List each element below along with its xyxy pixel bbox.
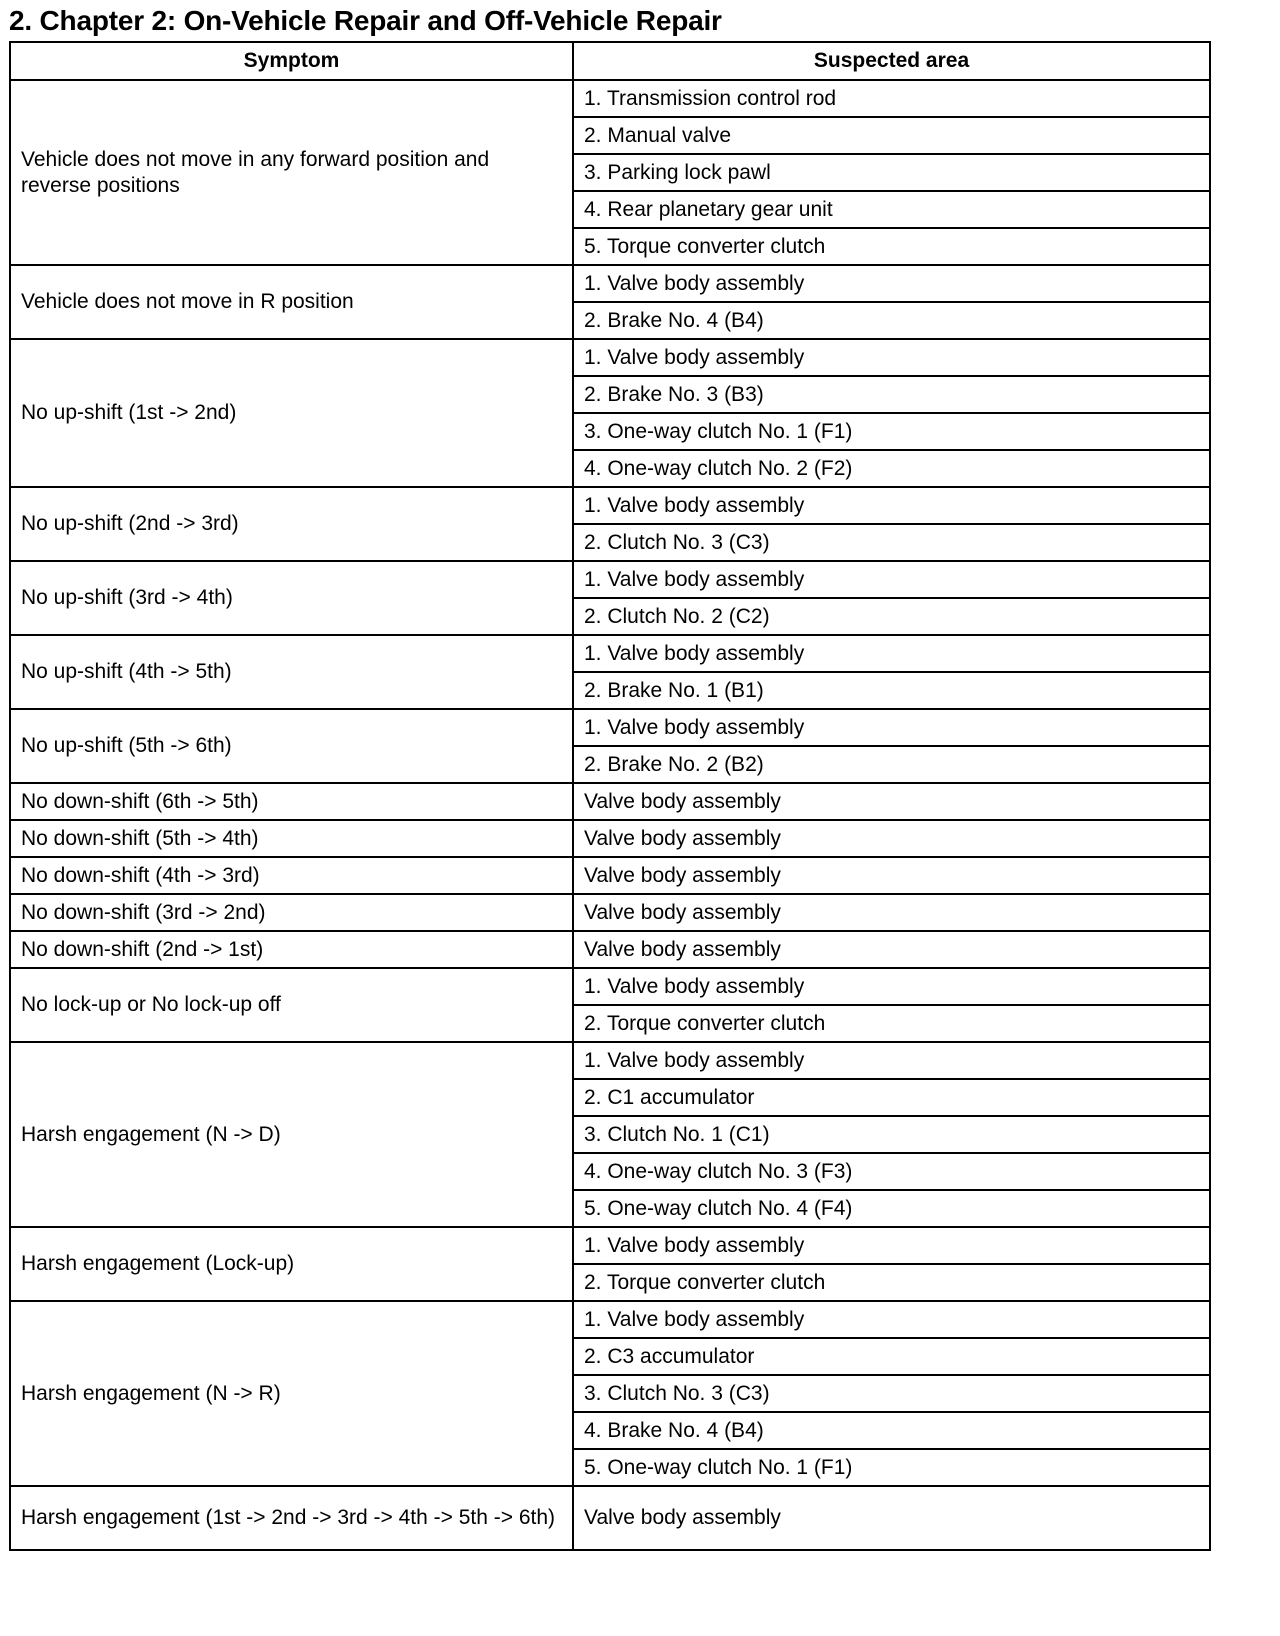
symptom-cell: No lock-up or No lock-up off: [10, 968, 573, 1042]
suspected-area-cell: 4. Rear planetary gear unit: [573, 191, 1210, 228]
table-row: [10, 265, 1210, 302]
suspected-area-cell: 2. C1 accumulator: [573, 1079, 1210, 1116]
table-row: [10, 894, 1210, 931]
suspected-area-cell: Valve body assembly: [573, 1486, 1210, 1550]
symptom-cell: No up-shift (1st -> 2nd): [10, 339, 573, 487]
symptom-table: [9, 41, 1211, 1551]
suspected-area-cell: 2. C3 accumulator: [573, 1338, 1210, 1375]
suspected-area-cell: 3. Clutch No. 1 (C1): [573, 1116, 1210, 1153]
suspected-area-cell: 2. Brake No. 2 (B2): [573, 746, 1210, 783]
suspected-area-cell: 1. Valve body assembly: [573, 1042, 1210, 1079]
symptom-cell: Harsh engagement (1st -> 2nd -> 3rd -> 4th -> 5th -> 6th): [10, 1486, 573, 1550]
suspected-area-cell: Valve body assembly: [573, 857, 1210, 894]
table-row: [10, 339, 1210, 376]
symptom-cell: No down-shift (3rd -> 2nd): [10, 894, 573, 931]
suspected-area-cell: 3. Clutch No. 3 (C3): [573, 1375, 1210, 1412]
table-row: [10, 80, 1210, 117]
table-row: [10, 968, 1210, 1005]
page-title: 2. Chapter 2: On-Vehicle Repair and Off-Vehicle Repair: [9, 5, 722, 36]
suspected-area-cell: 4. One-way clutch No. 2 (F2): [573, 450, 1210, 487]
symptom-cell: Harsh engagement (N -> D): [10, 1042, 573, 1227]
suspected-area-cell: 2. Torque converter clutch: [573, 1264, 1210, 1301]
symptom-cell: Harsh engagement (N -> R): [10, 1301, 573, 1486]
suspected-area-cell: Valve body assembly: [573, 783, 1210, 820]
table-row: [10, 820, 1210, 857]
suspected-area-cell: 4. Brake No. 4 (B4): [573, 1412, 1210, 1449]
suspected-area-column-header: Suspected area: [573, 42, 1210, 80]
suspected-area-cell: 1. Valve body assembly: [573, 1301, 1210, 1338]
suspected-area-cell: 2. Brake No. 3 (B3): [573, 376, 1210, 413]
table-header-row: [10, 42, 1210, 80]
suspected-area-cell: 2. Clutch No. 3 (C3): [573, 524, 1210, 561]
symptom-cell: No down-shift (2nd -> 1st): [10, 931, 573, 968]
symptom-cell: Vehicle does not move in R position: [10, 265, 573, 339]
suspected-area-cell: 1. Valve body assembly: [573, 561, 1210, 598]
table-row: [10, 783, 1210, 820]
table-row: [10, 635, 1210, 672]
table-row: [10, 1042, 1210, 1079]
suspected-area-cell: 1. Valve body assembly: [573, 709, 1210, 746]
symptom-cell: Harsh engagement (Lock-up): [10, 1227, 573, 1301]
suspected-area-cell: 1. Valve body assembly: [573, 1227, 1210, 1264]
suspected-area-cell: 2. Brake No. 4 (B4): [573, 302, 1210, 339]
suspected-area-cell: 5. Torque converter clutch: [573, 228, 1210, 265]
symptom-cell: No up-shift (4th -> 5th): [10, 635, 573, 709]
table-row: [10, 709, 1210, 746]
symptom-cell: No down-shift (5th -> 4th): [10, 820, 573, 857]
symptom-cell: No up-shift (2nd -> 3rd): [10, 487, 573, 561]
suspected-area-cell: 2. Clutch No. 2 (C2): [573, 598, 1210, 635]
table-row: [10, 1301, 1210, 1338]
symptom-cell: No down-shift (6th -> 5th): [10, 783, 573, 820]
suspected-area-cell: 1. Valve body assembly: [573, 635, 1210, 672]
table-row: [10, 931, 1210, 968]
suspected-area-cell: 2. Brake No. 1 (B1): [573, 672, 1210, 709]
suspected-area-cell: Valve body assembly: [573, 894, 1210, 931]
suspected-area-cell: 5. One-way clutch No. 4 (F4): [573, 1190, 1210, 1227]
table-row: [10, 1227, 1210, 1264]
suspected-area-cell: 2. Manual valve: [573, 117, 1210, 154]
suspected-area-cell: 1. Valve body assembly: [573, 339, 1210, 376]
suspected-area-cell: 3. Parking lock pawl: [573, 154, 1210, 191]
symptom-cell: Vehicle does not move in any forward position and reverse positions: [10, 80, 573, 265]
suspected-area-cell: 3. One-way clutch No. 1 (F1): [573, 413, 1210, 450]
symptom-cell: No up-shift (3rd -> 4th): [10, 561, 573, 635]
suspected-area-cell: 1. Valve body assembly: [573, 968, 1210, 1005]
table-row: [10, 1486, 1210, 1550]
suspected-area-cell: 1. Transmission control rod: [573, 80, 1210, 117]
table-row: [10, 487, 1210, 524]
symptom-cell: No up-shift (5th -> 6th): [10, 709, 573, 783]
suspected-area-cell: Valve body assembly: [573, 820, 1210, 857]
suspected-area-cell: 4. One-way clutch No. 3 (F3): [573, 1153, 1210, 1190]
symptom-cell: No down-shift (4th -> 3rd): [10, 857, 573, 894]
symptom-column-header: Symptom: [10, 42, 573, 80]
suspected-area-cell: 1. Valve body assembly: [573, 265, 1210, 302]
table-row: [10, 561, 1210, 598]
suspected-area-cell: 5. One-way clutch No. 1 (F1): [573, 1449, 1210, 1486]
table-body: [10, 80, 1210, 1550]
suspected-area-cell: Valve body assembly: [573, 931, 1210, 968]
suspected-area-cell: 2. Torque converter clutch: [573, 1005, 1210, 1042]
suspected-area-cell: 1. Valve body assembly: [573, 487, 1210, 524]
table-row: [10, 857, 1210, 894]
